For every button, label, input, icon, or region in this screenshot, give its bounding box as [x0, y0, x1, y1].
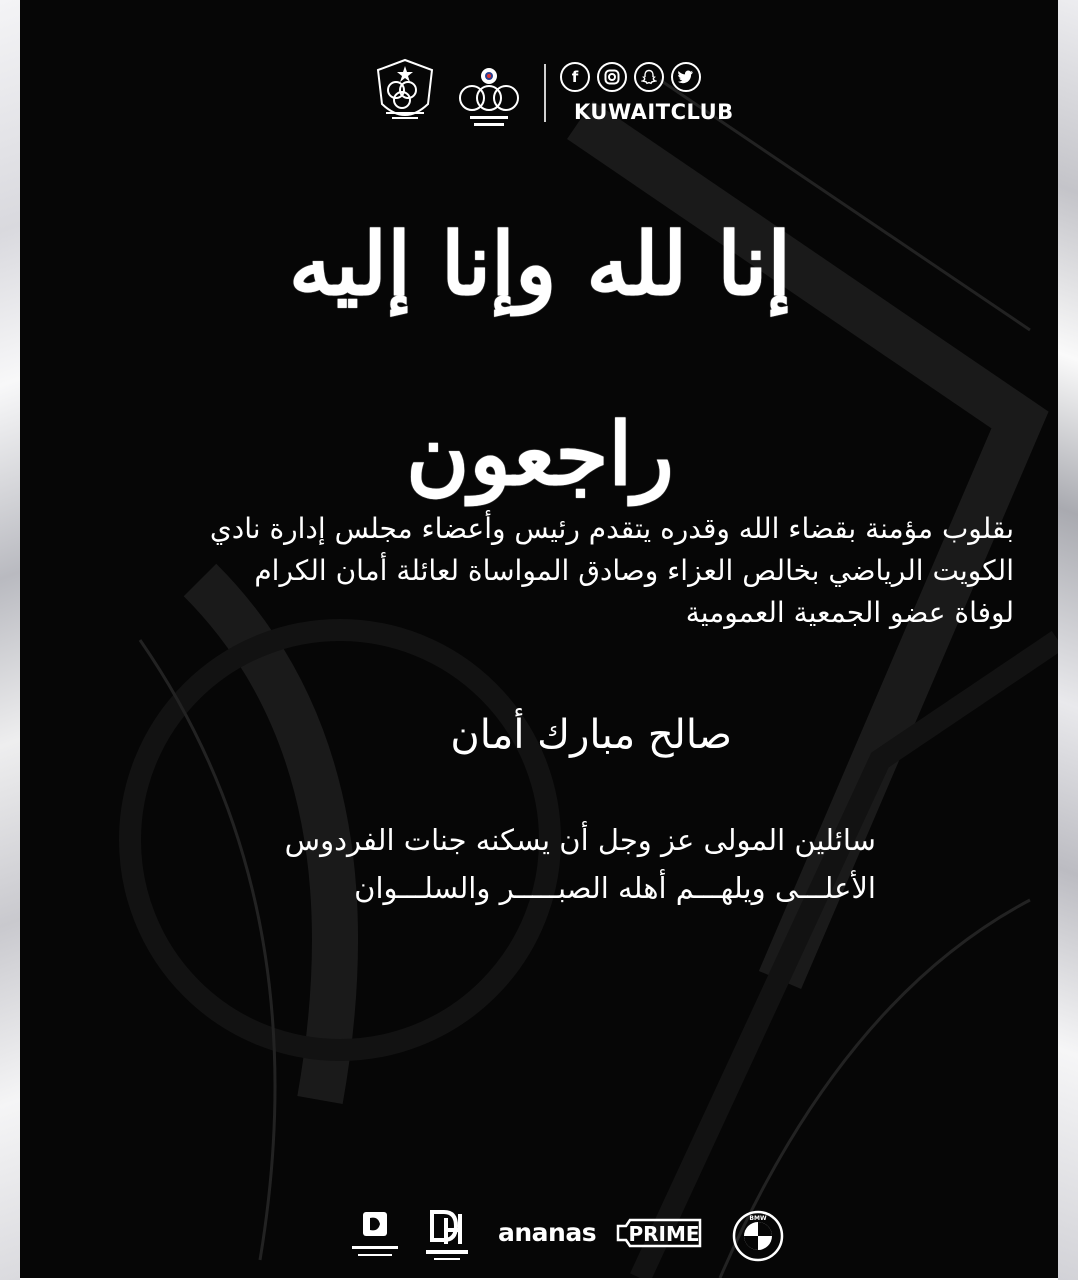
- condolence-poster: [20, 0, 1058, 1278]
- facebook-icon[interactable]: f: [560, 62, 590, 92]
- header-logos: [20, 56, 1058, 136]
- twitter-icon[interactable]: [671, 62, 701, 92]
- instagram-icon[interactable]: [597, 62, 627, 92]
- prayer-line: سائلين المولى عز وجل أن يسكنه جنات الفردوس: [284, 823, 876, 857]
- snapchat-icon[interactable]: [634, 62, 664, 92]
- calligraphy-title: إنا لله وإنا إليه راجعون: [288, 214, 792, 505]
- prayer-line: الأعلـــى ويلهـــم أهله الصبـــــر والسلـــوان: [354, 871, 876, 905]
- social-handle: KUWAITCLUB: [574, 100, 734, 124]
- prayer-text: [80, 816, 876, 912]
- social-icons: [560, 62, 701, 92]
- condolence-message: [80, 508, 1014, 634]
- message-line: بقلوب مؤمنة بقضاء الله وقدره يتقدم رئيس وأعضاء مجلس إدارة نادي: [209, 512, 1014, 545]
- hospital-sponsor-logo: [348, 1210, 402, 1268]
- diamond-house-sponsor-logo: [424, 1208, 470, 1266]
- club-emblem-icon: [368, 56, 442, 128]
- message-line: الكويت الرياضي بخالص العزاء وصادق المواساة لعائلة أمان الكرام: [254, 554, 1014, 587]
- prime-sponsor-logo: [616, 1212, 704, 1252]
- sponsor-logos: [20, 1206, 1058, 1272]
- right-border-decoration: [1058, 0, 1078, 1280]
- bmw-sponsor-logo: [732, 1210, 784, 1262]
- media-center-emblem-icon: [452, 62, 526, 132]
- bmw-label: BMW: [749, 1215, 767, 1222]
- deceased-name: صالح مبارك أمان: [450, 712, 732, 758]
- prime-label: PRIME: [628, 1222, 700, 1246]
- ananas-sponsor-logo: ananas: [498, 1218, 597, 1247]
- message-line: لوفاة عضو الجمعية العمومية: [685, 596, 1014, 629]
- left-border-decoration: [0, 0, 20, 1280]
- header-divider: [544, 64, 546, 122]
